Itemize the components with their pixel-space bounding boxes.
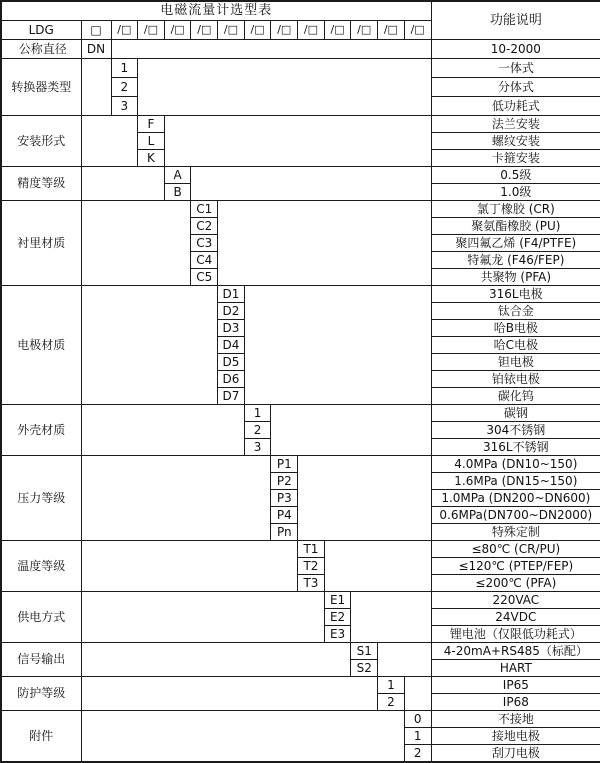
option-code-cell: 3 [111,97,138,116]
option-desc-cell: 聚氨酯橡胶 (PU) [431,218,600,235]
option-desc-cell: 4.0MPa (DN10~150) [431,456,600,473]
option-code-cell: K [138,150,165,167]
spacer-cell [138,59,431,116]
option-desc-cell: 0.5级 [431,167,600,184]
model-slot: /□ [298,21,325,40]
model-slot: /□ [191,21,218,40]
option-desc-cell: 螺纹安装 [431,133,600,150]
title-row [1,1,600,21]
option-code-cell: 2 [378,694,405,711]
option-code-cell: 1 [244,405,271,422]
group-label: 防护等级 [1,677,81,711]
spacer-cell [351,592,431,643]
option-desc-cell: 不接地 [431,711,600,728]
option-desc-cell: 特殊定制 [431,524,600,541]
group-label: 附件 [1,711,81,763]
spacer-cell [81,456,271,541]
option-row [1,592,600,609]
option-code-cell: E1 [324,592,351,609]
spacer-cell [404,677,431,711]
option-code-cell: C5 [191,269,218,286]
spacer-cell [81,59,111,116]
spacer-cell [81,405,244,456]
option-desc-cell: 4-20mA+RS485（标配） [431,643,600,660]
model-slot: /□ [378,21,405,40]
spacer-cell [81,711,404,763]
model-slot: /□ [164,21,191,40]
spacer-cell [81,677,378,711]
option-code-cell: D6 [218,371,245,388]
option-code-cell: 1 [111,59,138,78]
option-code-cell: P2 [271,473,298,490]
option-code-cell: D3 [218,320,245,337]
option-row [1,116,600,133]
spacer-cell [81,643,351,677]
option-desc-cell: 316L不锈钢 [431,439,600,456]
option-desc-cell: 分体式 [431,78,600,97]
group-label: 压力等级 [1,456,81,541]
model-slot: /□ [111,21,138,40]
option-desc-cell: 哈C电极 [431,337,600,354]
option-code-cell: C4 [191,252,218,269]
option-desc-cell: 钛合金 [431,303,600,320]
option-desc-cell: 1.6MPa (DN15~150) [431,473,600,490]
model-slot: /□ [351,21,378,40]
spacer-cell [164,116,431,167]
option-code-cell: Pn [271,524,298,541]
option-desc-cell: 铂铱电极 [431,371,600,388]
option-row [1,167,600,184]
spacer-cell [81,116,138,167]
model-prefix: LDG [1,21,81,40]
option-desc-cell: ≤120℃ (PTEP/FEP) [431,558,600,575]
option-desc-cell: 卡箍安装 [431,150,600,167]
option-desc-cell: 220VAC [431,592,600,609]
option-desc-cell: 聚四氟乙烯 (F4/PTFE) [431,235,600,252]
option-desc-cell: 法兰安装 [431,116,600,133]
option-code-cell: C1 [191,201,218,218]
option-code-cell: T2 [298,558,325,575]
option-row [1,201,600,218]
option-code-cell: P4 [271,507,298,524]
group-label: 转换器类型 [1,59,81,116]
option-row [1,541,600,558]
option-code-cell: 3 [244,439,271,456]
option-code-cell: 2 [244,422,271,439]
option-row [1,59,600,78]
option-desc-cell: 一体式 [431,59,600,78]
diameter-desc: 10-2000 [431,40,600,59]
option-desc-cell: 锂电池（仅限低功耗式） [431,626,600,643]
option-code-cell: S2 [351,660,378,677]
option-desc-cell: 氯丁橡胶 (CR) [431,201,600,218]
option-row [1,405,600,422]
model-slot: /□ [218,21,245,40]
spacer-cell [298,456,431,541]
option-code-cell: C2 [191,218,218,235]
option-desc-cell: 共聚物 (PFA) [431,269,600,286]
option-desc-cell: IP65 [431,677,600,694]
option-code-cell: C3 [191,235,218,252]
option-desc-cell: IP68 [431,694,600,711]
option-code-cell: 2 [111,78,138,97]
option-code-cell: D4 [218,337,245,354]
option-desc-cell: HART [431,660,600,677]
option-desc-cell: ≤80℃ (CR/PU) [431,541,600,558]
option-code-cell: 1 [378,677,405,694]
model-slot: /□ [138,21,165,40]
model-slot: /□ [324,21,351,40]
model-slot: /□ [271,21,298,40]
spacer-cell [81,286,218,405]
option-desc-cell: 哈B电极 [431,320,600,337]
option-code-cell: P1 [271,456,298,473]
option-desc-cell: 碳钢 [431,405,600,422]
option-code-cell: P3 [271,490,298,507]
option-desc-cell: 316L电极 [431,286,600,303]
option-code-cell: D2 [218,303,245,320]
option-desc-cell: 1.0MPa (DN200~DN600) [431,490,600,507]
diameter-code: DN [81,40,111,59]
option-desc-cell: 24VDC [431,609,600,626]
spacer-cell [191,167,431,201]
group-label: 供电方式 [1,592,81,643]
spacer-cell [81,201,191,286]
diameter-row [1,40,600,59]
spacer-cell [324,541,431,592]
model-first-box: □ [81,21,111,40]
group-label: 外壳材质 [1,405,81,456]
diameter-label: 公称直径 [1,40,81,59]
option-desc-cell: 碳化钨 [431,388,600,405]
option-code-cell: E2 [324,609,351,626]
function-column-header: 功能说明 [431,1,600,40]
option-code-cell: A [164,167,191,184]
option-desc-cell: 刮刀电极 [431,745,600,763]
option-code-cell: E3 [324,626,351,643]
model-slot: /□ [404,21,431,40]
option-row [1,456,600,473]
option-code-cell: T3 [298,575,325,592]
option-desc-cell: ≤200℃ (PFA) [431,575,600,592]
spacer-cell [81,541,298,592]
group-label: 衬里材质 [1,201,81,286]
option-desc-cell: 接地电极 [431,728,600,745]
option-code-cell: L [138,133,165,150]
option-row [1,677,600,694]
spacer-cell [111,40,431,59]
group-label: 安装形式 [1,116,81,167]
spacer-cell [81,592,324,643]
option-desc-cell: 钽电极 [431,354,600,371]
option-row [1,643,600,660]
option-code-cell: S1 [351,643,378,660]
model-slot: /□ [244,21,271,40]
option-row [1,711,600,728]
option-desc-cell: 304不锈钢 [431,422,600,439]
option-desc-cell: 低功耗式 [431,97,600,116]
option-code-cell: 1 [404,728,431,745]
group-label: 信号输出 [1,643,81,677]
spacer-cell [271,405,431,456]
group-label: 电极材质 [1,286,81,405]
group-label: 精度等级 [1,167,81,201]
option-desc-cell: 1.0级 [431,184,600,201]
option-desc-cell: 特氟龙 (F46/FEP) [431,252,600,269]
spacer-cell [81,167,164,201]
spacer-cell [378,643,432,677]
option-code-cell: B [164,184,191,201]
option-desc-cell: 0.6MPa(DN700~DN2000) [431,507,600,524]
option-code-cell: F [138,116,165,133]
option-code-cell: D7 [218,388,245,405]
option-code-cell: D1 [218,286,245,303]
spacer-cell [244,286,431,405]
table-title: 电磁流量计选型表 [1,1,431,21]
option-code-cell: T1 [298,541,325,558]
option-code-cell: 2 [404,745,431,763]
option-row [1,286,600,303]
spacer-cell [218,201,431,286]
group-label: 温度等级 [1,541,81,592]
option-code-cell: 0 [404,711,431,728]
option-code-cell: D5 [218,354,245,371]
